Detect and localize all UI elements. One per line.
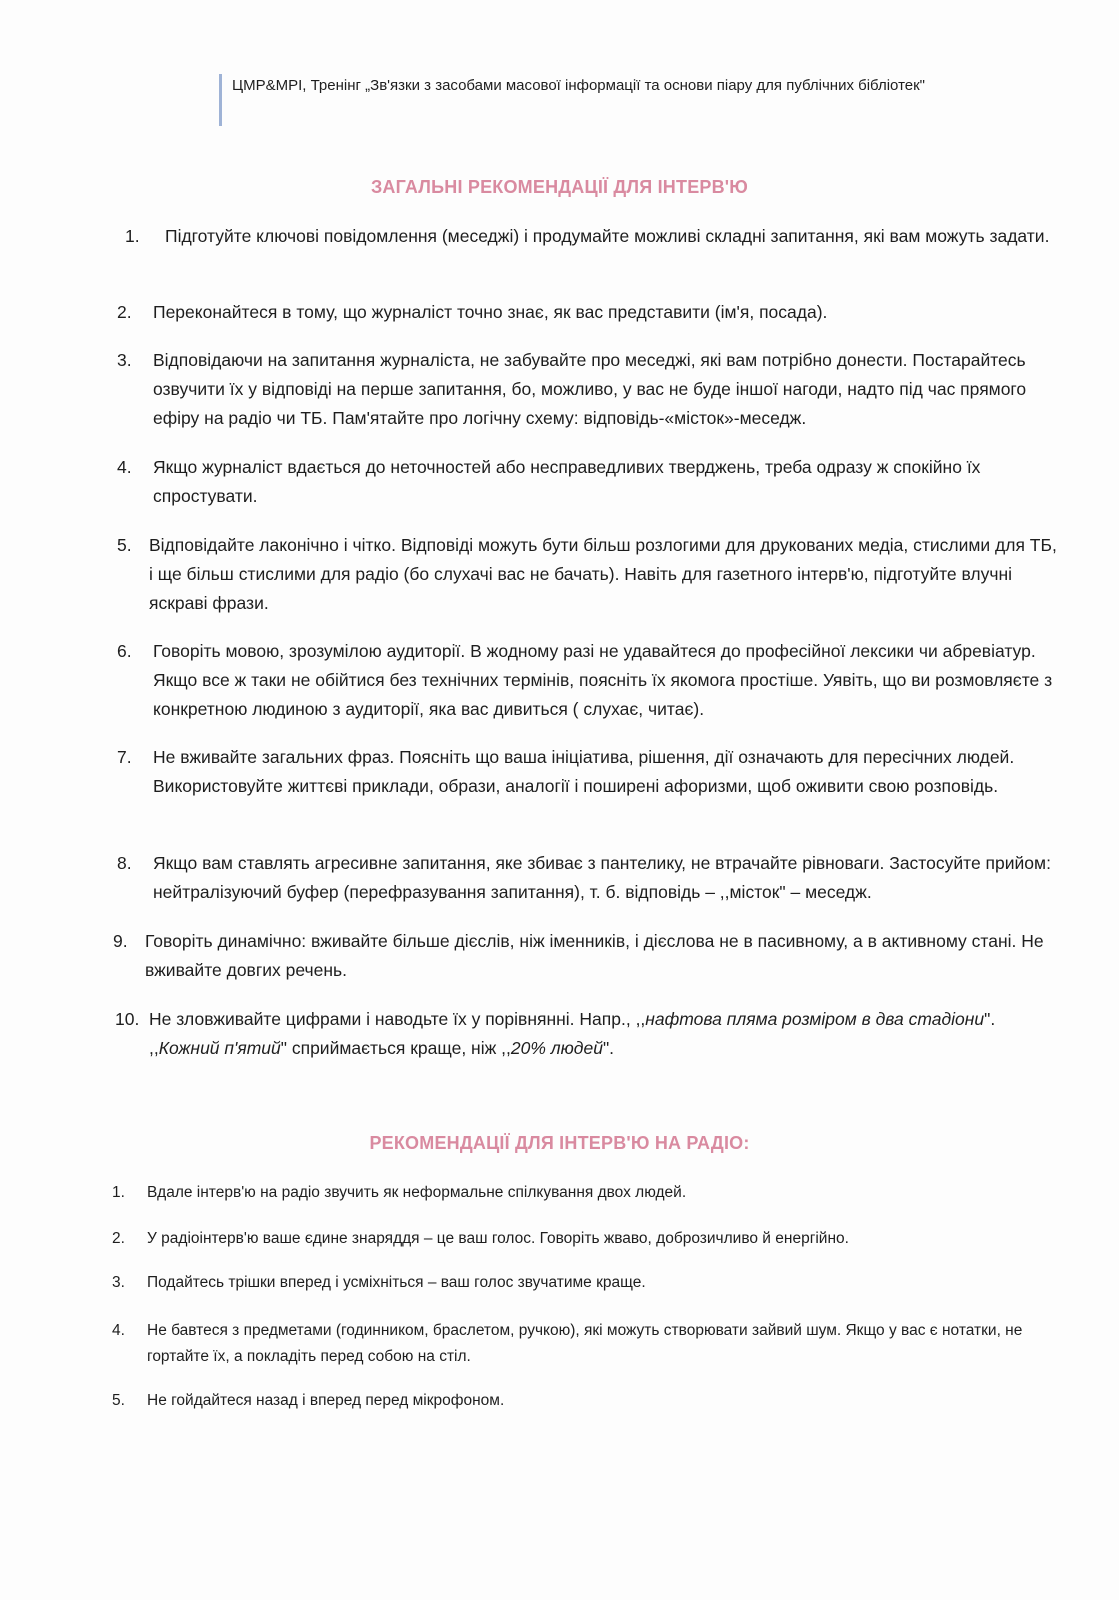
list-item — [112, 1318, 1057, 1370]
item-number: 3. — [117, 350, 132, 370]
list-item — [115, 1005, 1057, 1063]
item-number: 5. — [112, 1392, 125, 1409]
item-text-italic: нафтова пляма розміром в два стадіони — [645, 1009, 985, 1029]
item-number: 1. — [112, 1184, 125, 1201]
list-item — [117, 298, 1057, 327]
item-text: Переконайтеся в тому, що журналіст точно знає, як вас представити (ім'я, посада). — [153, 302, 828, 322]
list-item — [112, 1270, 1057, 1296]
item-text: Підготуйте ключові повідомлення (меседжі) і продумайте можливі складні запитання, які вам можуть задати. — [165, 226, 1050, 246]
item-number: 9. — [113, 931, 128, 951]
section-title-radio: РЕКОМЕНДАЦІЇ ДЛЯ ІНТЕРВ'Ю НА РАДІО: — [369, 1133, 750, 1153]
section-title-general: ЗАГАЛЬНІ РЕКОМЕНДАЦІЇ ДЛЯ ІНТЕРВ'Ю — [370, 177, 749, 197]
item-text-part: ". ,, — [149, 1009, 996, 1058]
item-text-italic: Кожний п'ятий — [158, 1038, 281, 1058]
item-number: 4. — [117, 457, 132, 477]
item-text: Якщо вам ставлять агресивне запитання, яке збиває з пантелику, не втрачайте рівноваги. Застосуйте прийом: нейтралізуючий буфер (перефразування запитання), т. б. відповідь – ,,місток" – меседж. — [153, 853, 1051, 902]
list-item — [112, 1226, 1057, 1252]
item-number: 3. — [112, 1274, 125, 1291]
item-text: Не вживайте загальних фраз. Поясніть що ваша ініціатива, рішення, дії означають для пересічних людей. Використовуйте життєві приклади, образи, аналогії і поширені афоризми, щоб оживити свою розповідь. — [153, 747, 1015, 796]
list-item — [117, 743, 1057, 801]
header-margin-mark — [219, 74, 222, 126]
list-item — [117, 637, 1057, 724]
list-item — [112, 1388, 1057, 1414]
item-text — [115, 1005, 1057, 1063]
item-text-part: ". — [602, 1038, 615, 1058]
item-text-part: " сприймається краще, ніж ,, — [280, 1038, 511, 1058]
item-number: 1. — [125, 226, 140, 246]
list-item — [117, 531, 1057, 618]
list-item — [112, 1180, 1057, 1206]
document-header: ЦМР&МРІ, Тренінг „Зв'язки з засобами масової інформації та основи піару для публічних бібліотек" — [232, 77, 926, 94]
item-number: 4. — [112, 1322, 125, 1339]
item-text: Відповідаючи на запитання журналіста, не забувайте про меседжі, які вам потрібно донести. Постарайтесь озвучити їх у відповіді на перше запитання, бо, можливо, у вас не буде іншої нагоди, надто під час прямого ефіру на радіо чи ТБ. Пам'ятайте про логічну схему: відповідь-«місток»-меседж. — [153, 350, 1027, 428]
item-number: 2. — [112, 1230, 125, 1247]
item-text: Якщо журналіст вдається до неточностей або несправедливих тверджень, треба одразу ж спокійно їх спростувати. — [153, 457, 981, 506]
item-text: Відповідайте лаконічно і чітко. Відповіді можуть бути більш розлогими для друкованих медіа, стислими для ТБ, і ще більш стислими для радіо (бо слухачі вас не бачать). Навіть для газетного інтерв'ю, підготуйте влучні яскраві фрази. — [149, 535, 1057, 613]
item-text-italic: 20% людей — [510, 1038, 603, 1058]
item-text: Говоріть мовою, зрозумілою аудиторії. В жодному разі не удавайтеся до професійної лексики чи абревіатур. Якщо все ж таки не обійтися без технічних термінів, поясніть їх якомога простіше. Уявіть, що ви розмовляєте з конкретною людиною з аудиторії, яка вас дивиться ( слухає, читає). — [153, 641, 1053, 719]
item-number: 5. — [117, 535, 132, 555]
item-number: 8. — [117, 853, 132, 873]
item-number: 2. — [117, 302, 132, 322]
item-text: Говоріть динамічно: вживайте більше дієслів, ніж іменників, і дієслова не в пасивному, а в активному стані. Не вживайте довгих речень. — [145, 931, 1044, 980]
list-item — [125, 222, 1060, 251]
item-text-part: Не зловживайте цифрами і наводьте їх у порівнянні. Напр., ,, — [149, 1009, 646, 1029]
item-text: Не бавтеся з предметами (годинником, браслетом, ручкою), які можуть створювати зайвий шум. Якщо у вас є нотатки, не гортайте їх, а покладіть перед собою на стіл. — [147, 1322, 1023, 1365]
list-item — [117, 346, 1057, 433]
item-text: Подайтесь трішки вперед і усміхніться – ваш голос звучатиме краще. — [147, 1274, 646, 1291]
item-number: 10. — [115, 1009, 140, 1029]
item-text: Не гойдайтеся назад і вперед перед мікрофоном. — [147, 1392, 505, 1409]
item-number: 6. — [117, 641, 132, 661]
item-text: У радіоінтерв'ю ваше єдине знаряддя – це ваш голос. Говоріть жваво, доброзичливо й енергійно. — [147, 1230, 849, 1247]
list-item — [117, 453, 1057, 511]
item-text: Вдале інтерв'ю на радіо звучить як неформальне спілкування двох людей. — [147, 1184, 687, 1201]
list-item — [113, 927, 1057, 985]
item-number: 7. — [117, 747, 132, 767]
list-item — [117, 849, 1057, 907]
